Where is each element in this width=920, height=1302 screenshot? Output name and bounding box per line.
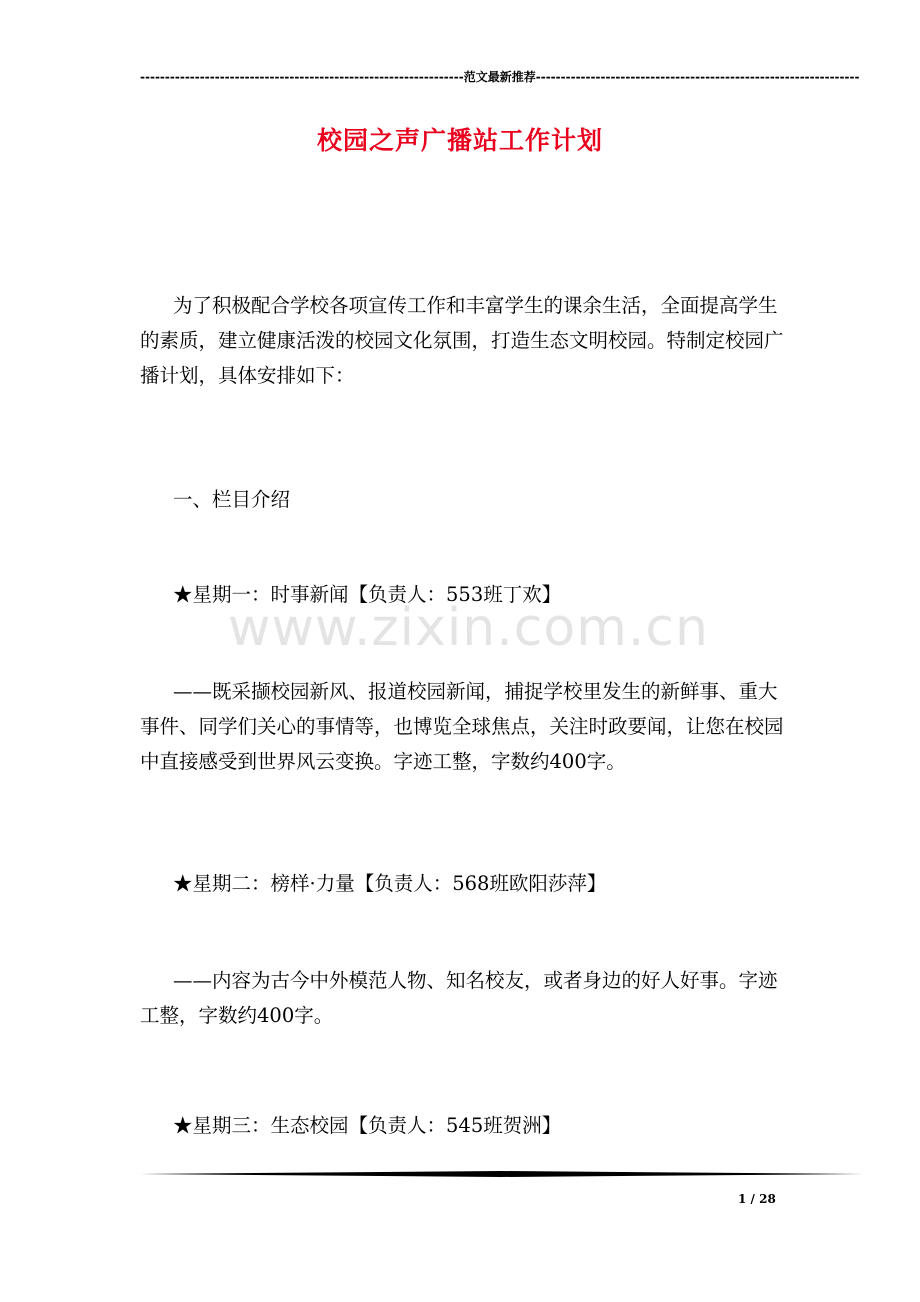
section-heading: 一、栏目介绍	[173, 488, 291, 511]
page-header: -----------------------------------------------------------------范文最新推荐-----------------------------------------------------------------	[140, 70, 860, 84]
intro-paragraph: 为了积极配合学校各项宣传工作和丰富学生的课余生活，全面提高学生的素质，建立健康活泼的校园文化氛围，打造生态文明校园。特制定校园广播计划，具体安排如下：	[140, 294, 784, 387]
page-number: 1 / 28	[738, 1192, 776, 1206]
item-heading-wednesday: ★星期三：生态校园【负责人：545班贺洲】	[173, 1114, 562, 1137]
document-title: 校园之声广播站工作计划	[316, 126, 603, 155]
item-heading-tuesday: ★星期二：榜样·力量【负责人：568班欧阳莎萍】	[173, 872, 607, 895]
item-desc-tuesday: ——内容为古今中外模范人物、知名校友，或者身边的好人好事。字迹工整，字数约400字。	[140, 969, 778, 1027]
item-desc-monday: ——既采撷校园新风、报道校园新闻，捕捉学校里发生的新鲜事、重大事件、同学们关心的事情等，也博览全球焦点，关注时政要闻，让您在校园中直接感受到世界风云变换。字迹工整，字数约400字。	[140, 680, 784, 773]
item-heading-monday: ★星期一：时事新闻【负责人：553班丁欢】	[173, 583, 562, 606]
watermark: www.zixin.com.cn	[228, 598, 709, 658]
footer-divider	[140, 1171, 863, 1177]
